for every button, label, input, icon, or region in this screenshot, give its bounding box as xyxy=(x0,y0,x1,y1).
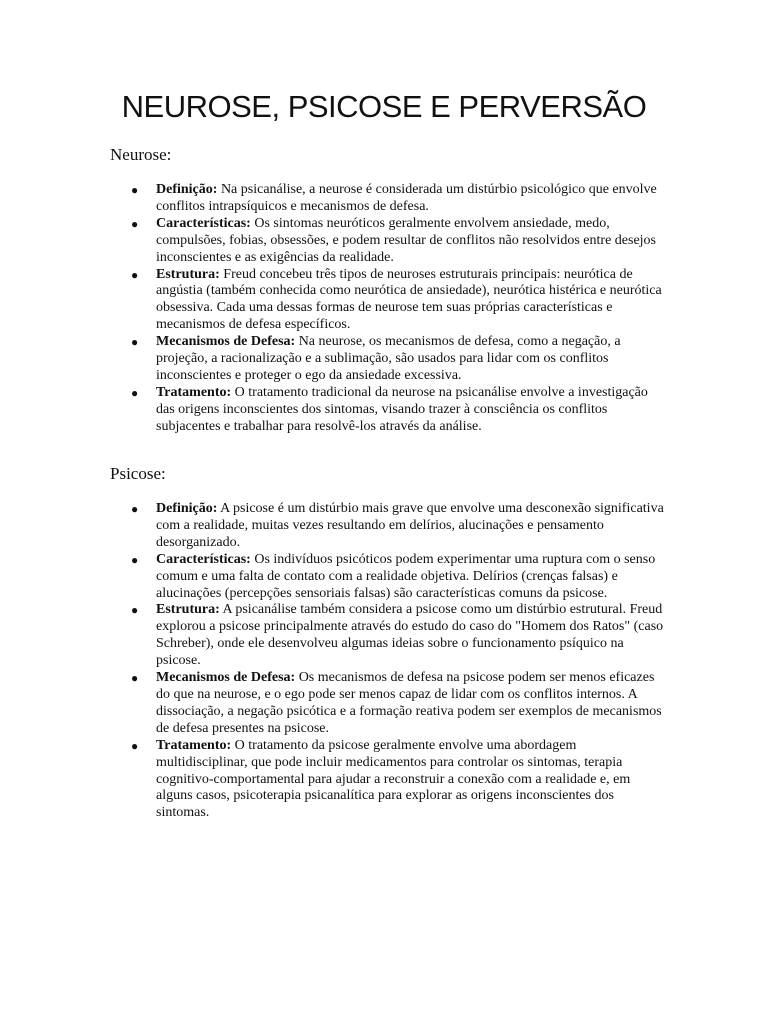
bullet-icon: ● xyxy=(131,267,139,282)
item-text: Na neurose, os mecanismos de defesa, como a negação, a projeção, a racionalização e a sublimação, são usados para lidar com os conflitos inconscientes e proteger o ego da ansiedade excessiva. xyxy=(156,334,621,383)
section-heading: Psicose: xyxy=(110,464,166,483)
bullet-list xyxy=(110,182,670,436)
item-text: A psicanálise também considera a psicose como um distúrbio estrutural. Freud explorou a psicose principalmente através do estudo do caso do "Homem dos Ratos" (caso Schreber), onde ele desenvolveu algumas ideias sobre o funcionamento psíquico na psicose. xyxy=(156,602,664,669)
list-item xyxy=(110,216,670,267)
section-psicose xyxy=(110,463,670,822)
list-item xyxy=(110,501,670,552)
bullet-list xyxy=(110,501,670,822)
list-item xyxy=(110,670,670,738)
item-term: Tratamento: xyxy=(156,384,232,400)
item-text: O tratamento da psicose geralmente envolve uma abordagem multidisciplinar, que pode incluir medicamentos para controlar os sintomas, terapia cognitivo-comportamental para ajudar a reconstruir a conexão com a realidade e, em alguns casos, psicoterapia psicanalítica para explorar as origens inconscientes dos sintomas. xyxy=(156,737,631,821)
list-item xyxy=(110,552,670,603)
list-item xyxy=(110,738,670,823)
item-term: Estrutura: xyxy=(156,602,220,618)
bullet-icon: ● xyxy=(131,335,139,350)
bullet-icon: ● xyxy=(131,216,139,231)
bullet-icon: ● xyxy=(131,603,139,618)
item-term: Definição: xyxy=(156,501,218,516)
list-item xyxy=(110,602,670,670)
document-title: NEUROSE, PSICOSE E PERVERSÃO xyxy=(121,89,647,124)
list-item xyxy=(110,267,670,335)
item-term: Estrutura: xyxy=(156,266,220,282)
section-neurose xyxy=(110,144,670,436)
bullet-icon: ● xyxy=(131,183,139,197)
item-term: Mecanismos de Defesa: xyxy=(156,334,296,350)
bullet-icon: ● xyxy=(131,738,139,753)
item-term: Características: xyxy=(156,215,251,231)
item-text: Freud concebeu três tipos de neuroses estruturais principais: neurótica de angústia (também conhecida como neurótica de ansiedade), neurótica histérica e neurótica obsessiva. Cada uma dessas formas de neurose tem suas próprias características e mecanismos de defesa específicos. xyxy=(156,266,662,333)
item-term: Características: xyxy=(156,551,251,567)
item-text: O tratamento tradicional da neurose na psicanálise envolve a investigação das origens inconscientes dos sintomas, visando trazer à consciência os conflitos subjacentes e trabalhar para resolvê-los através da análise. xyxy=(156,384,648,434)
item-term: Mecanismos de Defesa: xyxy=(156,670,296,686)
list-item xyxy=(110,385,670,436)
bullet-icon: ● xyxy=(131,552,139,567)
bullet-icon: ● xyxy=(131,671,139,686)
section-heading: Neurose: xyxy=(110,145,172,164)
item-term: Definição: xyxy=(156,182,218,197)
item-text: Os indivíduos psicóticos podem experimentar uma ruptura com o senso comum e uma falta de contato com a realidade objetiva. Delírios (crenças falsas) e alucinações (percepções sensoriais falsas) são características comuns da psicose. xyxy=(156,551,656,601)
item-text: Os mecanismos de defesa na psicose podem ser menos eficazes do que na neurose, e o ego pode ser menos capaz de lidar com os conflitos internos. A dissociação, a negação psicótica e a formação reativa podem ser exemplos de mecanismos de defesa presentes na psicose. xyxy=(156,670,662,736)
list-item xyxy=(110,182,670,216)
bullet-icon: ● xyxy=(131,502,139,516)
item-term: Tratamento: xyxy=(156,737,232,753)
bullet-icon: ● xyxy=(131,385,139,400)
item-text: Na psicanálise, a neurose é considerada um distúrbio psicológico que envolve conflitos intrapsíquicos e mecanismos de defesa. xyxy=(156,182,657,214)
item-text: A psicose é um distúrbio mais grave que envolve uma desconexão significativa com a realidade, muitas vezes resultando em delírios, alucinações e pensamento desorganizado. xyxy=(156,501,664,550)
item-text: Os sintomas neuróticos geralmente envolvem ansiedade, medo, compulsões, fobias, obsessões, e podem resultar de conflitos não resolvidos entre desejos inconscientes e as exigências da realidade. xyxy=(156,215,657,265)
list-item xyxy=(110,334,670,385)
